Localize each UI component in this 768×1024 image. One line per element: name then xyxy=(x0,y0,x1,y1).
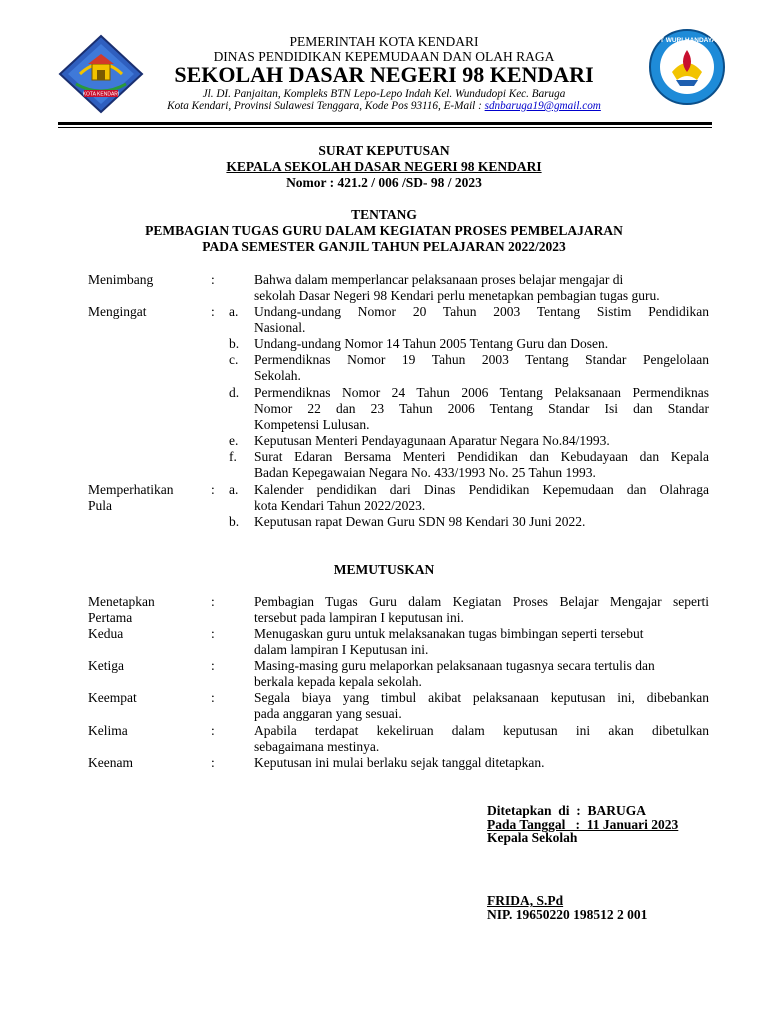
memperhatikan-item-line: Kalender pendidikan dari Dinas Pendidikan Kepemudaan dan Olahraga xyxy=(254,482,709,497)
mengingat-item-line: Undang-undang Nomor 14 Tahun 2005 Tentang Guru dan Dosen. xyxy=(254,336,609,351)
memperhatikan-item-line: Keputusan rapat Dewan Guru SDN 98 Kendari 30 Juni 2022. xyxy=(254,514,586,529)
decision-colon: : xyxy=(211,755,215,770)
letterhead-rule-thick xyxy=(58,122,712,125)
mengingat-item-line: Permendiknas Nomor 24 Tahun 2006 Tentang Pelaksanaan Permendiknas xyxy=(254,385,709,400)
decision-line: pada anggaran yang sesuai. xyxy=(254,706,402,721)
menimbang-colon: : xyxy=(211,272,215,287)
signature-place: Ditetapkan di : BARUGA xyxy=(487,803,647,818)
letterhead-address-line1: Jl. DI. Panjaitan, Kompleks BTN Lepo-Lepo Indah Kel. Wundudopi Kec. Baruga xyxy=(202,88,566,100)
signer-name: FRIDA, S.Pd xyxy=(487,893,564,908)
mengingat-item-letter: a. xyxy=(229,304,239,319)
decision-line: tersebut pada lampiran I keputusan ini. xyxy=(254,610,464,625)
decision-colon: : xyxy=(211,626,215,641)
decision-colon: : xyxy=(211,594,215,609)
memperhatikan-item-letter: a. xyxy=(229,482,239,497)
menimbang-line1: Bahwa dalam memperlancar pelaksanaan proses belajar mengajar di xyxy=(254,272,624,287)
mengingat-item-letter: d. xyxy=(229,385,240,400)
memperhatikan-label: Memperhatikan xyxy=(88,482,174,497)
decision-label: Menetapkan xyxy=(88,594,155,609)
decision-label: Ketiga xyxy=(88,658,124,673)
decision-line: Keputusan ini mulai berlaku sejak tanggal ditetapkan. xyxy=(254,755,545,770)
decision-label: Kedua xyxy=(88,626,124,641)
mengingat-item-letter: c. xyxy=(229,352,239,367)
email-link[interactable]: sdnbaruga19@gmail.com xyxy=(484,100,601,112)
mengingat-item-line: Keputusan Menteri Pendayagunaan Aparatur Negara No.84/1993. xyxy=(254,433,610,448)
decision-line: Pembagian Tugas Guru dalam Kegiatan Proses Belajar Mengajar seperti xyxy=(254,594,709,609)
mengingat-item-letter: e. xyxy=(229,433,239,448)
mengingat-label: Mengingat xyxy=(88,304,147,319)
mengingat-item-line: Permendiknas Nomor 19 Tahun 2003 Tentang Standar Pengelolaan xyxy=(254,352,709,367)
mengingat-item-line: Nomor 22 dan 23 Tahun 2006 Tentang Standar Isi dan Standar xyxy=(254,401,709,416)
decree-issuer-wrap xyxy=(0,159,768,175)
decree-issuer: KEPALA SEKOLAH DASAR NEGERI 98 KENDARI xyxy=(226,159,542,174)
memutuskan-heading: MEMUTUSKAN xyxy=(333,562,435,577)
letterhead-address-text: Kota Kendari, Provinsi Sulawesi Tenggara, Kode Pos 93116, E-Mail : xyxy=(167,100,482,112)
letterhead-government: PEMERINTAH KOTA KENDARI xyxy=(289,34,479,49)
mengingat-item-line: Surat Edaran Bersama Menteri Pendidikan dan Kebudayaan dan Kepala xyxy=(254,449,709,464)
decision-label: Kelima xyxy=(88,723,128,738)
menimbang-label: Menimbang xyxy=(88,272,154,287)
letterhead-address-line2 xyxy=(0,100,768,113)
decision-line: Apabila terdapat kekeliruan dalam keputusan ini akan dibetulkan xyxy=(254,723,709,738)
decision-colon: : xyxy=(211,723,215,738)
memperhatikan-label-cont: Pula xyxy=(88,498,113,513)
decision-line: sebagaimana mestinya. xyxy=(254,739,380,754)
decision-colon: : xyxy=(211,690,215,705)
decision-line: berkala kepada kepala sekolah. xyxy=(254,674,422,689)
menimbang-line2: sekolah Dasar Negeri 98 Kendari perlu menetapkan pembagian tugas guru. xyxy=(254,288,660,303)
decree-subject-line2: PADA SEMESTER GANJIL TAHUN PELAJARAN 2022/2023 xyxy=(202,239,566,254)
decree-number: Nomor : 421.2 / 006 /SD- 98 / 2023 xyxy=(286,175,482,190)
decision-line: Menugaskan guru untuk melaksanakan tugas bimbingan seperti tersebut xyxy=(254,626,644,641)
memperhatikan-colon: : xyxy=(211,482,215,497)
letterhead-rule-thin xyxy=(58,127,712,128)
decree-subject-line1: PEMBAGIAN TUGAS GURU DALAM KEGIATAN PROSES PEMBELAJARAN xyxy=(145,223,623,238)
letterhead-department: DINAS PENDIDIKAN KEPEMUDAAN DAN OLAH RAGA xyxy=(213,49,555,64)
mengingat-colon: : xyxy=(211,304,215,319)
signer-nip: NIP. 19650220 198512 2 001 xyxy=(487,907,648,922)
svg-text:TUT WURI HANDAYANI: TUT WURI HANDAYANI xyxy=(651,37,723,44)
decree-title: SURAT KEPUTUSAN xyxy=(318,143,450,158)
decision-colon: : xyxy=(211,658,215,673)
decision-label: Keenam xyxy=(88,755,133,770)
mengingat-item-line: Sekolah. xyxy=(254,368,301,383)
memperhatikan-item-letter: b. xyxy=(229,514,240,529)
mengingat-item-line: Nasional. xyxy=(254,320,306,335)
mengingat-item-letter: f. xyxy=(229,449,237,464)
mengingat-item-letter: b. xyxy=(229,336,240,351)
signature-position: Kepala Sekolah xyxy=(487,830,578,845)
mengingat-item-line: Undang-undang Nomor 20 Tahun 2003 Tentang Sistim Pendidikan xyxy=(254,304,709,319)
signature-date: Pada Tanggal : 11 Januari 2023 xyxy=(487,817,679,832)
decision-line: Masing-masing guru melaporkan pelaksanaan tugasnya secara tertulis dan xyxy=(254,658,655,673)
memperhatikan-item-line: kota Kendari Tahun 2022/2023. xyxy=(254,498,426,513)
decree-about: TENTANG xyxy=(351,207,417,222)
decision-line: dalam lampiran I Keputusan ini. xyxy=(254,642,429,657)
decision-line: Segala biaya yang timbul akibat pelaksanaan keputusan ini, dibebankan xyxy=(254,690,709,705)
decision-label: Keempat xyxy=(88,690,137,705)
mengingat-item-line: Kompetensi Lulusan. xyxy=(254,417,370,432)
mengingat-item-line: Badan Kepegawaian Negara No. 433/1993 No. 25 Tahun 1993. xyxy=(254,465,596,480)
svg-text:KOTA KENDARI: KOTA KENDARI xyxy=(82,91,120,98)
letterhead-school-name: SEKOLAH DASAR NEGERI 98 KENDARI xyxy=(174,62,594,87)
decision-label-cont: Pertama xyxy=(88,610,133,625)
